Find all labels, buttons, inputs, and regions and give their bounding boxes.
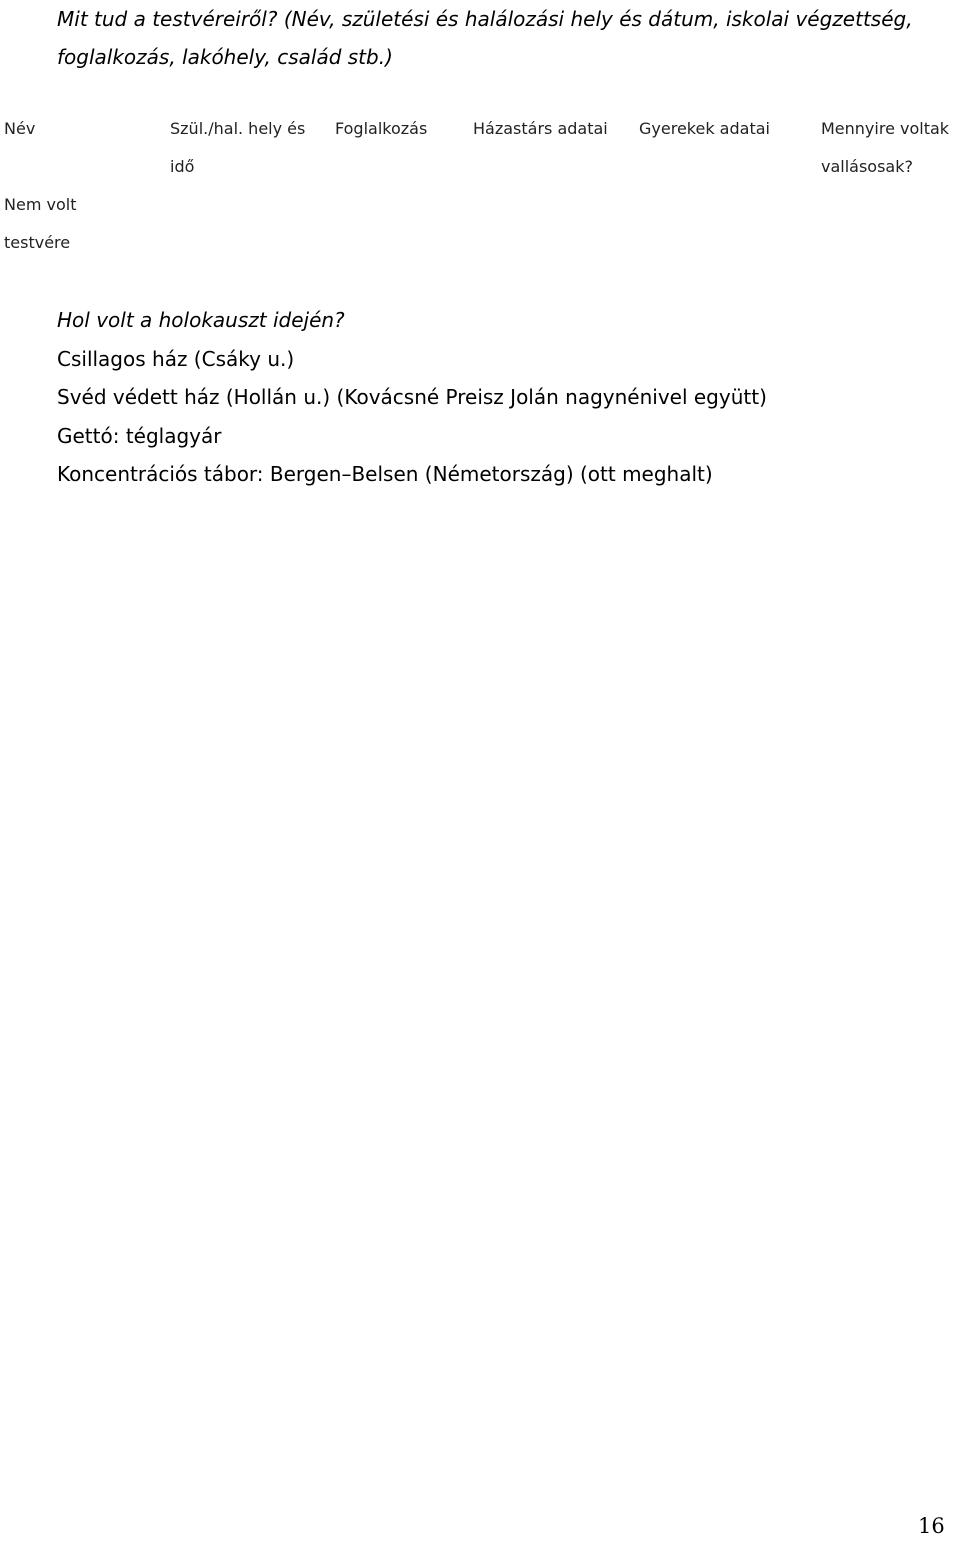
page-number: 16 (918, 1514, 945, 1538)
siblings-question (57, 0, 947, 76)
siblings-question-hint: (Név, születési és halálozási hely és dátum, iskolai végzettség, foglalkozás, lakóhely, család stb.) (57, 7, 913, 69)
holocaust-line: Csillagos ház (Csáky u.) (57, 346, 295, 371)
holocaust-line: Koncentrációs tábor: Bergen–Belsen (Németország) (ott meghalt) (57, 462, 713, 486)
header-spouse: Házastárs adatai (473, 119, 608, 138)
holocaust-section (57, 301, 947, 494)
header-birth-death: Szül./hal. hely és idő (170, 119, 306, 176)
header-name: Név (4, 119, 36, 138)
row-name-cell: Nem volt testvére (4, 195, 77, 252)
holocaust-question: Hol volt a holokauszt idején? (57, 308, 345, 332)
holocaust-line: Gettó: téglagyár (57, 423, 222, 448)
holocaust-line: Svéd védett ház (Hollán u.) (Kovácsné Preisz Jolán nagynénivel együtt) (57, 385, 767, 409)
header-occupation: Foglalkozás (335, 119, 428, 138)
header-children: Gyerekek adatai (639, 119, 770, 138)
header-religiosity: Mennyire voltak vallásosak? (821, 119, 950, 176)
siblings-question-title: Mit tud a testvéreiről? (57, 7, 278, 31)
